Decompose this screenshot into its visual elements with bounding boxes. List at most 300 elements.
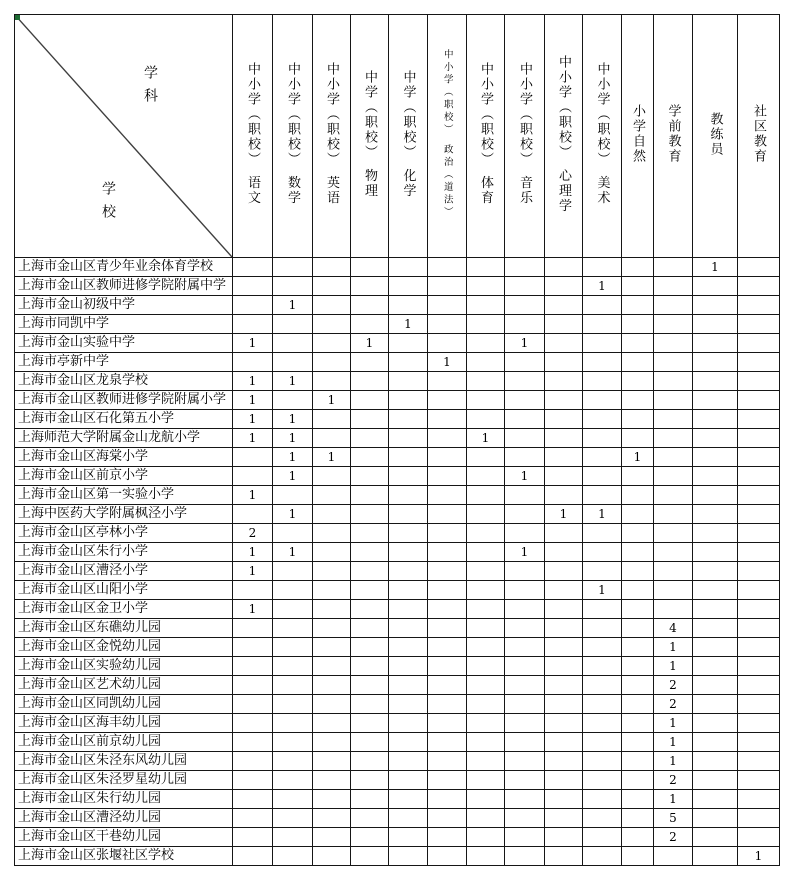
value-cell: 1 [273, 296, 313, 315]
value-cell [233, 619, 273, 638]
value-cell [273, 752, 313, 771]
value-cell [467, 828, 505, 847]
value-cell [693, 695, 738, 714]
value-cell [313, 828, 351, 847]
value-cell [273, 714, 313, 733]
value-cell [428, 619, 467, 638]
value-cell [273, 334, 313, 353]
value-cell [389, 562, 428, 581]
value-cell [389, 524, 428, 543]
value-cell [467, 714, 505, 733]
school-name-cell: 上海市金山区漕泾幼儿园 [15, 809, 233, 828]
value-cell [693, 790, 738, 809]
value-cell: 1 [273, 505, 313, 524]
value-cell: 1 [273, 448, 313, 467]
value-cell: 1 [233, 600, 273, 619]
value-cell [622, 277, 654, 296]
school-name-cell: 上海市金山区前京小学 [15, 467, 233, 486]
school-name-cell: 上海市亭新中学 [15, 353, 233, 372]
value-cell [583, 448, 622, 467]
value-cell [313, 429, 351, 448]
value-cell [428, 372, 467, 391]
value-cell [351, 391, 389, 410]
value-cell [545, 657, 583, 676]
value-cell [545, 600, 583, 619]
value-cell [428, 296, 467, 315]
value-cell [233, 847, 273, 866]
value-cell [545, 676, 583, 695]
value-cell [654, 448, 693, 467]
value-cell: 1 [273, 429, 313, 448]
value-cell [583, 467, 622, 486]
column-header-label: 教练员 [707, 111, 723, 157]
school-name-cell: 上海市金山区漕泾小学 [15, 562, 233, 581]
value-cell [273, 638, 313, 657]
value-cell [583, 752, 622, 771]
value-cell [505, 752, 545, 771]
value-cell [389, 486, 428, 505]
corner-cell [15, 15, 233, 258]
value-cell [389, 847, 428, 866]
table-row [15, 353, 780, 372]
column-header [273, 15, 313, 258]
value-cell [389, 429, 428, 448]
value-cell [693, 657, 738, 676]
value-cell: 1 [505, 543, 545, 562]
value-cell [428, 600, 467, 619]
value-cell [389, 676, 428, 695]
column-header-label: 中小学（职校） 英语 [324, 62, 339, 206]
value-cell [505, 695, 545, 714]
value-cell [545, 296, 583, 315]
value-cell [428, 581, 467, 600]
school-name-cell: 上海市金山区第一实验小学 [15, 486, 233, 505]
school-name-cell: 上海市金山区实验幼儿园 [15, 657, 233, 676]
value-cell [389, 543, 428, 562]
value-cell: 1 [654, 638, 693, 657]
column-header-label: 中学（职校） 物理 [362, 69, 377, 199]
value-cell [313, 486, 351, 505]
school-name-cell: 上海市金山区亭林小学 [15, 524, 233, 543]
value-cell [389, 258, 428, 277]
value-cell [351, 258, 389, 277]
value-cell [693, 619, 738, 638]
value-cell [428, 486, 467, 505]
corner-school-label: 学校 [100, 181, 116, 227]
value-cell [351, 809, 389, 828]
value-cell [273, 258, 313, 277]
column-header [467, 15, 505, 258]
value-cell [389, 277, 428, 296]
school-name-cell: 上海市金山区龙泉学校 [15, 372, 233, 391]
value-cell [654, 847, 693, 866]
value-cell [428, 467, 467, 486]
value-cell [233, 258, 273, 277]
value-cell [313, 467, 351, 486]
value-cell [313, 657, 351, 676]
value-cell [467, 315, 505, 334]
value-cell [273, 695, 313, 714]
value-cell [505, 676, 545, 695]
value-cell [467, 505, 505, 524]
value-cell [693, 410, 738, 429]
value-cell [583, 847, 622, 866]
value-cell [273, 524, 313, 543]
value-cell [583, 771, 622, 790]
value-cell: 2 [233, 524, 273, 543]
value-cell: 1 [313, 391, 351, 410]
value-cell: 1 [583, 277, 622, 296]
value-cell [313, 524, 351, 543]
table-row [15, 847, 780, 866]
value-cell [273, 600, 313, 619]
school-name-cell: 上海市金山区教师进修学院附属小学 [15, 391, 233, 410]
value-cell: 1 [233, 410, 273, 429]
value-cell [738, 733, 780, 752]
value-cell [583, 809, 622, 828]
value-cell: 1 [233, 429, 273, 448]
value-cell [693, 315, 738, 334]
table-row [15, 562, 780, 581]
value-cell [693, 505, 738, 524]
value-cell [583, 524, 622, 543]
value-cell [313, 752, 351, 771]
table-row [15, 391, 780, 410]
value-cell [467, 752, 505, 771]
table-row [15, 296, 780, 315]
value-cell [233, 752, 273, 771]
value-cell [693, 828, 738, 847]
value-cell [583, 296, 622, 315]
value-cell [313, 676, 351, 695]
value-cell [545, 847, 583, 866]
value-cell: 1 [505, 334, 545, 353]
value-cell [505, 619, 545, 638]
value-cell [428, 657, 467, 676]
table-row [15, 505, 780, 524]
value-cell [622, 847, 654, 866]
value-cell [505, 847, 545, 866]
value-cell [545, 429, 583, 448]
table-row [15, 334, 780, 353]
value-cell [233, 296, 273, 315]
value-cell [622, 809, 654, 828]
value-cell [693, 771, 738, 790]
school-name-cell: 上海市金山区前京幼儿园 [15, 733, 233, 752]
value-cell [693, 524, 738, 543]
value-cell [428, 391, 467, 410]
value-cell [693, 277, 738, 296]
value-cell [738, 334, 780, 353]
value-cell [654, 410, 693, 429]
value-cell [389, 448, 428, 467]
value-cell [467, 258, 505, 277]
value-cell [738, 581, 780, 600]
value-cell [233, 809, 273, 828]
value-cell [738, 410, 780, 429]
value-cell [351, 714, 389, 733]
value-cell [351, 467, 389, 486]
value-cell [654, 543, 693, 562]
value-cell [313, 353, 351, 372]
value-cell: 1 [233, 372, 273, 391]
value-cell [389, 809, 428, 828]
value-cell [428, 258, 467, 277]
table-row [15, 448, 780, 467]
value-cell [654, 429, 693, 448]
value-cell [583, 714, 622, 733]
value-cell [313, 334, 351, 353]
value-cell [351, 277, 389, 296]
value-cell [389, 714, 428, 733]
column-header-label: 中小学（职校） 体育 [478, 62, 493, 206]
value-cell [583, 353, 622, 372]
value-cell [313, 372, 351, 391]
value-cell [693, 562, 738, 581]
value-cell [738, 505, 780, 524]
column-header-label: 中学（职校） 化学 [400, 69, 416, 199]
value-cell [428, 638, 467, 657]
value-cell: 1 [273, 372, 313, 391]
table-row [15, 695, 780, 714]
value-cell [428, 790, 467, 809]
value-cell: 4 [654, 619, 693, 638]
header-row [15, 15, 780, 258]
column-header-label: 中小学（职校） 数学 [285, 62, 300, 206]
value-cell [654, 524, 693, 543]
value-cell [738, 467, 780, 486]
value-cell [583, 733, 622, 752]
value-cell [583, 657, 622, 676]
value-cell [428, 676, 467, 695]
value-cell: 1 [428, 353, 467, 372]
school-name-cell: 上海市金山初级中学 [15, 296, 233, 315]
value-cell [233, 771, 273, 790]
value-cell [467, 676, 505, 695]
table-row [15, 277, 780, 296]
value-cell [505, 524, 545, 543]
value-cell [622, 714, 654, 733]
value-cell [583, 638, 622, 657]
value-cell [313, 771, 351, 790]
value-cell [622, 505, 654, 524]
school-name-cell: 上海市金山区石化第五小学 [15, 410, 233, 429]
school-name-cell: 上海市金山区同凯幼儿园 [15, 695, 233, 714]
value-cell [351, 752, 389, 771]
table-row [15, 714, 780, 733]
value-cell [351, 296, 389, 315]
value-cell: 1 [583, 581, 622, 600]
value-cell [738, 562, 780, 581]
value-cell [313, 315, 351, 334]
value-cell [351, 315, 389, 334]
value-cell [351, 448, 389, 467]
value-cell [233, 695, 273, 714]
value-cell [583, 695, 622, 714]
value-cell: 1 [233, 543, 273, 562]
value-cell [622, 676, 654, 695]
value-cell [738, 676, 780, 695]
value-cell [273, 657, 313, 676]
value-cell [428, 771, 467, 790]
column-header-label: 中小学（职校） 美术 [594, 62, 610, 206]
value-cell [622, 353, 654, 372]
value-cell [467, 695, 505, 714]
value-cell [505, 657, 545, 676]
value-cell [428, 543, 467, 562]
value-cell [273, 315, 313, 334]
value-cell [738, 638, 780, 657]
value-cell [583, 828, 622, 847]
value-cell [351, 429, 389, 448]
value-cell [738, 391, 780, 410]
value-cell [351, 486, 389, 505]
value-cell: 1 [233, 562, 273, 581]
value-cell [622, 733, 654, 752]
value-cell [389, 334, 428, 353]
table-row [15, 581, 780, 600]
value-cell [233, 638, 273, 657]
value-cell [693, 847, 738, 866]
value-cell [233, 505, 273, 524]
value-cell [693, 296, 738, 315]
table-row [15, 771, 780, 790]
column-header [428, 15, 467, 258]
value-cell [505, 448, 545, 467]
value-cell [693, 543, 738, 562]
value-cell [505, 277, 545, 296]
value-cell [428, 809, 467, 828]
value-cell [738, 372, 780, 391]
value-cell [654, 334, 693, 353]
value-cell [622, 562, 654, 581]
value-cell [693, 334, 738, 353]
value-cell [545, 790, 583, 809]
value-cell: 1 [654, 714, 693, 733]
value-cell [693, 809, 738, 828]
table-row [15, 429, 780, 448]
value-cell: 2 [654, 676, 693, 695]
value-cell [467, 277, 505, 296]
value-cell [738, 714, 780, 733]
value-cell [693, 714, 738, 733]
school-name-cell: 上海市金山区教师进修学院附属中学 [15, 277, 233, 296]
column-header [351, 15, 389, 258]
value-cell [654, 353, 693, 372]
value-cell [313, 695, 351, 714]
value-cell: 1 [273, 543, 313, 562]
value-cell [428, 277, 467, 296]
value-cell [583, 258, 622, 277]
value-cell [313, 638, 351, 657]
value-cell [654, 258, 693, 277]
value-cell [428, 828, 467, 847]
value-cell [545, 467, 583, 486]
school-name-cell: 上海中医药大学附属枫泾小学 [15, 505, 233, 524]
value-cell [505, 258, 545, 277]
value-cell [738, 524, 780, 543]
value-cell [467, 372, 505, 391]
table-row [15, 790, 780, 809]
value-cell [693, 486, 738, 505]
value-cell [583, 372, 622, 391]
value-cell: 1 [273, 467, 313, 486]
value-cell [389, 353, 428, 372]
value-cell [545, 695, 583, 714]
table-row [15, 410, 780, 429]
value-cell [505, 828, 545, 847]
value-cell [738, 448, 780, 467]
value-cell [389, 695, 428, 714]
corner-subject-label: 学科 [142, 65, 158, 111]
value-cell [583, 429, 622, 448]
table-row [15, 676, 780, 695]
value-cell [738, 315, 780, 334]
value-cell [273, 391, 313, 410]
value-cell [467, 543, 505, 562]
value-cell [545, 391, 583, 410]
value-cell [273, 809, 313, 828]
value-cell [428, 752, 467, 771]
value-cell [622, 657, 654, 676]
value-cell [693, 733, 738, 752]
value-cell [545, 828, 583, 847]
value-cell [273, 562, 313, 581]
value-cell [693, 581, 738, 600]
value-cell [273, 619, 313, 638]
value-cell [654, 296, 693, 315]
value-cell [351, 828, 389, 847]
value-cell [389, 619, 428, 638]
value-cell [351, 524, 389, 543]
value-cell [622, 638, 654, 657]
value-cell [351, 543, 389, 562]
value-cell: 1 [505, 467, 545, 486]
value-cell [654, 391, 693, 410]
value-cell [467, 296, 505, 315]
value-cell [428, 429, 467, 448]
value-cell [583, 790, 622, 809]
school-name-cell: 上海市金山区青少年业余体育学校 [15, 258, 233, 277]
value-cell [389, 790, 428, 809]
value-cell [389, 657, 428, 676]
value-cell [467, 771, 505, 790]
value-cell [467, 638, 505, 657]
value-cell [313, 790, 351, 809]
value-cell [545, 752, 583, 771]
value-cell [313, 847, 351, 866]
value-cell [351, 410, 389, 429]
value-cell [273, 733, 313, 752]
table-row [15, 619, 780, 638]
column-header [738, 15, 780, 258]
value-cell [622, 752, 654, 771]
value-cell: 5 [654, 809, 693, 828]
value-cell [622, 600, 654, 619]
value-cell [693, 676, 738, 695]
value-cell [351, 638, 389, 657]
value-cell [693, 638, 738, 657]
value-cell [233, 733, 273, 752]
column-header-label: 中小学（职校） 音乐 [517, 62, 532, 206]
value-cell [313, 296, 351, 315]
value-cell [622, 619, 654, 638]
school-name-cell: 上海市金山区朱泾东风幼儿园 [15, 752, 233, 771]
value-cell [505, 771, 545, 790]
value-cell [545, 581, 583, 600]
value-cell [467, 847, 505, 866]
value-cell [273, 353, 313, 372]
